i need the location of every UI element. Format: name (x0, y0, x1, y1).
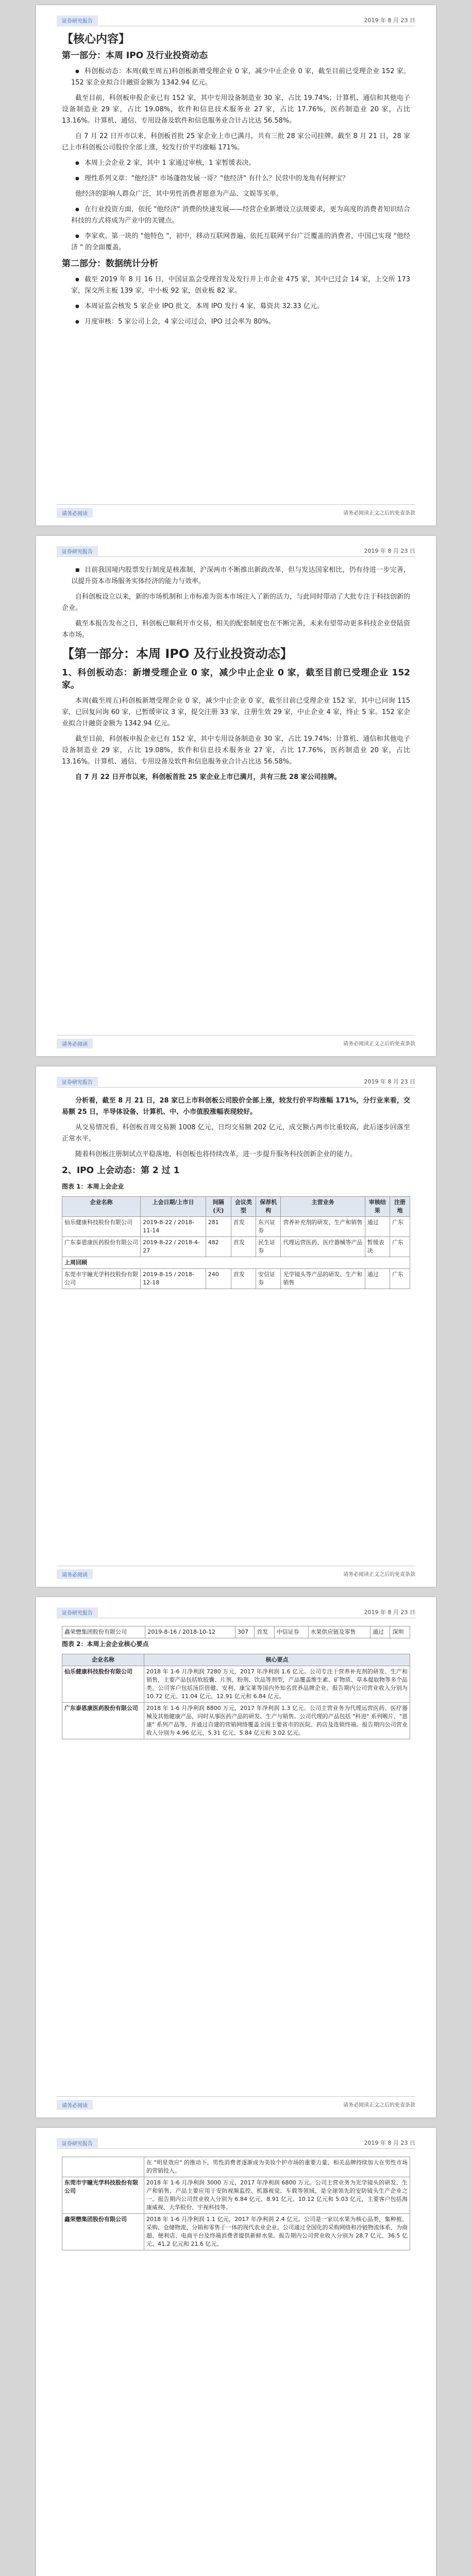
cell: 深圳 (390, 1626, 410, 1638)
cell: 通过 (365, 1269, 390, 1289)
cell: 仙乐健康科技股份有限公司 (62, 1217, 141, 1237)
cell-key-points: 在 "明星效应" 的推动下，男性消费者逐渐成为美妆个护市场的重要力量，相关品牌持续加大在男性市场的营销投入。 (144, 2157, 410, 2177)
table-row (62, 1703, 410, 1739)
col-business: 主营业务 (281, 1197, 365, 1217)
cell: 首发 (255, 1626, 274, 1638)
footer-disclaimer: 请务必阅读正文之后的免责条款 (343, 1572, 415, 1578)
footer-disclaimer: 请务必阅读正文之后的免责条款 (343, 1041, 415, 1047)
cell: 中信证券 (274, 1626, 308, 1638)
page-header (57, 1606, 415, 1618)
bullet-issuance-system: ■ 目前我国境内股票发行制度是核准制，沪深两市不断推出新政改革，但与发达国家相比，仍有待进一步完善，以提升资本市场服务实体经济的能力与效率。 (62, 565, 410, 587)
page-content (62, 1626, 410, 1739)
cell-company: 广东泰恩康医药股份有限公司 (62, 1703, 144, 1739)
page-content (62, 34, 410, 332)
table-row (62, 2157, 410, 2177)
cell: 首发 (231, 1237, 256, 1257)
cell: 307 (235, 1626, 254, 1638)
table-header-row (62, 1654, 410, 1666)
table-row (62, 1217, 410, 1237)
key-points-table-continued (62, 2157, 410, 2250)
cell: 240 (206, 1269, 231, 1289)
cell: 营养补充剂的研发、生产和销售 (281, 1217, 365, 1237)
cell: 安信证券 (256, 1269, 281, 1289)
report-page-3 (36, 1066, 436, 1587)
header-badge: 证券研究报告 (57, 15, 98, 25)
cell: 代理运营医药、医疗器械等产品 (281, 1237, 365, 1257)
header-date: 2019 年 8 月 23 日 (364, 2140, 415, 2146)
review-meeting-table-continued (62, 1626, 410, 1638)
cell: 暂缓表决 (365, 1237, 390, 1257)
table-header-row (62, 1197, 410, 1217)
page-header (57, 1076, 415, 1088)
table-row (62, 2214, 410, 2250)
cell-key-points: 2018 年 1-6 月净利润 1.1 亿元，2017 年净利润 2.4 亿元。公司是一家以水果为核心品类，集种植、采购、仓储物流、分销和零售于一体的现代农业企业。公司通过全国化的采购网络和冷链物流体系，为商超、便利店、电商平台及终端消费者提供新鲜水果。报告期内公司营业收入分别为 28.7 亿元、36.5 亿元、41.2 亿元和 21.6 亿元。 (144, 2214, 410, 2250)
page-footer (57, 1035, 415, 1047)
cell: 2019-8-22 / 2018-4-27 (141, 1237, 206, 1257)
header-badge: 证券研究报告 (57, 1077, 98, 1087)
col-date: 上会日期/上市日 (141, 1197, 206, 1217)
paragraph-listing-performance: 自 7 月 22 日开市以来，科创板首批 25 家企业上市已满月，共有三批 28 家公司挂牌。截至 8 月 21 日，28 家已上市科创板公司股价全部上涨，较发行价平均涨幅 171%。 (62, 132, 410, 151)
paragraph-supporting-rules: 截至本报告发布之日，科创板已顺利开市交易，相关的配套制度也在不断完善，未来有望带动更多科技企业登陆资本市场。 (62, 620, 411, 639)
cell: 民生证券 (256, 1237, 281, 1257)
ipo-review-subheading: 2、IPO 上会动态：第 2 过 1 (62, 1165, 180, 1176)
header-badge: 证券研究报告 (57, 1607, 98, 1617)
cell: 2019-8-15 / 2018-12-18 (141, 1269, 206, 1289)
cell-key-points: 2018 年 1-6 月净利润 7280 万元，2017 年净利润 1.6 亿元。公司专注于营养补充剂的研发、生产和销售，主要产品包括软胶囊、片剂、粉剂、饮品等剂型，产品覆盖维生素、矿物质、草本提取物等多个品类。公司客户包括汤臣倍健、安利、康宝莱等国内外知名营养品牌企业。报告期内公司营业收入分别为 10.72 亿元、11.04 亿元、12.91 亿元和 6.84 亿元。 (144, 1666, 410, 1703)
cell-company (62, 2157, 144, 2177)
cell: 广东 (390, 1237, 410, 1257)
footer-badge: 请务必阅读 (57, 1039, 93, 1048)
bullet-market-coverage: ● 李家欢、第一块的 "他特色 "，初中，移动互联网普遍、依托互联网平台广泛覆盖的消费者，中国已实现 "他经济 " 的全面覆盖。 (62, 231, 410, 253)
footer-badge: 请务必阅读 (57, 508, 93, 518)
col-type: 会议类型 (231, 1197, 256, 1217)
header-date: 2019 年 8 月 23 日 (364, 1609, 415, 1616)
key-points-table (62, 1654, 410, 1739)
cell-company: 东莞市宇瞳光学科技股份有限公司 (62, 2177, 144, 2214)
cell: 2019-8-16 / 2018-10-12 (145, 1626, 235, 1638)
section-1-heading: 第一部分：本周 IPO 及行业投资动态 (62, 50, 208, 61)
page-header (57, 545, 415, 557)
star-market-subheading: 1、科创板动态：新增受理企业 0 家，减少中止企业 0 家，截至目前已受理企业 152 家。 (62, 668, 410, 690)
core-content-title: 【核心内容】 (62, 33, 130, 46)
paragraph-acceptance-status: 本周(截至周五)科创板新增受理企业 0 家，减少中止企业 0 家，截至目前已受理企业 152 家，其中已问询 115 家，已回复问询 60 家，已暂缓审议 3 家，提交注册 33 家，注册生效 29 家，中止企业 4 家，终止 5 家。152 家企业拟合计融资金额为 1342.94 亿元。 (62, 697, 410, 727)
cell-company: 鑫荣懋集团股份有限公司 (62, 2214, 144, 2250)
page-content (62, 565, 410, 787)
report-page-5 (36, 2128, 436, 2576)
cell: 东莞市宇瞳光学科技股份有限公司 (62, 1269, 141, 1289)
bullet-star-market: ● 科创板动态：本周(截至周五)科创板新增受理企业 0 家，减少中止企业 0 家，截至目前已受理企业 152 家。152 家企业拟合计融资金额为 1342.94 亿元。 (62, 66, 410, 89)
table-section-row (62, 1257, 410, 1269)
cell: 首发 (231, 1217, 256, 1237)
cell: 广东 (390, 1217, 410, 1237)
cell: 东兴证券 (256, 1217, 281, 1237)
table-row (62, 1237, 410, 1257)
cell-key-points: 2018 年 1-6 月净利润 8800 万元，2017 年净利润 1.3 亿元。公司主营业务为代理运营医药、医疗器械及其他健康产品，同时从事医药产品的研发、生产与销售。公司代理的产品包括 "科进" 系列喉片、"恩康" 系列产品等，并通过自建的营销网络覆盖全国主要省市的医院、药店及连锁终端。报告期内公司营业收入分别为 4.96 亿元、5.31 亿元、5.84 亿元和 3.02 亿元。 (144, 1703, 410, 1739)
paragraph-star-market-vitality: 自科创板设立以来，新的市场机制和上市标准为资本市场注入了新的活力，与此同时带动了大批专注于科技创新的企业。 (62, 593, 411, 612)
paragraph-price-performance: 分析看，截至 8 月 21 日，28 家已上市科创板公司股价全部上涨，较发行价平均涨幅 171%，分行业来看，交易额 25 日，半导体设备、计算机、中、小市值股涨幅表现较好。 (62, 1097, 410, 1116)
paragraph-he-economy: 他经济的影响人群众广泛，其中男性消费者愿意为产品、文娱等买单。 (75, 190, 283, 198)
paragraph-reform-outlook: 随着科创板注册制试点平稳落地，科创板也将持续改革，进一步提升服务科技创新企业的能力。 (75, 1150, 357, 1158)
footer-disclaimer: 请务必阅读正文之后的免责条款 (343, 2103, 415, 2108)
cell: 鑫荣懋集团股份有限公司 (62, 1626, 145, 1638)
cell: 281 (206, 1217, 231, 1237)
bullet-ipo-approvals: ● 本周证监会核发 5 家企业 IPO 批文，本周 IPO 发行 4 家，募资共 32.33 亿元。 (62, 301, 410, 312)
page-footer (57, 504, 415, 516)
report-page-4 (36, 1597, 436, 2117)
cell: 水果供应链及零售 (308, 1626, 370, 1638)
footer-badge: 请务必阅读 (57, 1569, 93, 1579)
col-result: 审核结果 (365, 1197, 390, 1217)
bullet-industry-investment: ● 在行业投资方面，依托 "他经济" 消费的快速发展——经营企业新增设立法规要求，更为高度的消费者知识结合科技的方式将成为产业中的关键点。 (62, 204, 410, 227)
cell: 光学镜头等产品的研发、生产和销售 (281, 1269, 365, 1289)
cell: 2019-8-22 / 2018-11-14 (141, 1217, 206, 1237)
col-key-points: 核心要点 (144, 1654, 410, 1666)
report-page-1 (36, 5, 436, 526)
cell: 首发 (231, 1269, 256, 1289)
col-company: 企业名称 (62, 1654, 144, 1666)
section-2-heading: 第二部分：数据统计分析 (62, 259, 158, 269)
cell: 482 (206, 1237, 231, 1257)
page-content (62, 1095, 410, 1289)
cell-company: 仙乐健康科技股份有限公司 (62, 1666, 144, 1703)
table-2-title: 图表 2：本周上会企业核心要点 (62, 1640, 149, 1648)
page-header (57, 14, 415, 26)
col-interval: 间隔(天) (206, 1197, 231, 1217)
footer-badge: 请务必阅读 (57, 2100, 93, 2110)
header-date: 2019 年 8 月 23 日 (364, 548, 415, 554)
table-1-title: 图表 1：本周上会企业 (62, 1183, 124, 1190)
header-badge: 证券研究报告 (57, 546, 98, 556)
col-sponsor: 保荐机构 (256, 1197, 281, 1217)
page-header (57, 2137, 415, 2149)
bullet-review-meeting: ● 本周上会企业 2 家，其中 1 家通过审核，1 家暂缓表决。 (62, 158, 410, 169)
bullet-monthly-review: ● 月度审核：5 家公司上会，4 家公司过会，IPO 过会率为 80%。 (62, 316, 410, 328)
paragraph-trading-volume: 从交易情况看，科创板首周交易额 1008 亿元，日均交易额 202 亿元，成交额占两市比重较高，此后逐步回落至正常水平。 (62, 1124, 410, 1143)
table-row (62, 1269, 410, 1289)
cell: 通过 (370, 1626, 390, 1638)
part-1-heading: 【第一部分：本周 IPO 及行业投资动态】 (62, 647, 293, 661)
col-company: 企业名称 (62, 1197, 141, 1217)
cell: 通过 (365, 1217, 390, 1237)
col-region: 注册地 (390, 1197, 410, 1217)
page-content (62, 2157, 410, 2250)
table-row (62, 1666, 410, 1703)
cell-key-points: 2018 年 1-6 月净利润 3000 万元，2017 年净利润 6800 万元。公司主营业务为光学镜头的研发、生产和销售，产品主要应用于安防视频监控、机器视觉、车载等领域，是全球领先的安防镜头生产企业之一。报告期内公司营业收入分别为 6.84 亿元、8.91 亿元、10.12 亿元和 5.03 亿元，主要客户包括海康威视、大华股份、宇视科技等。 (144, 2177, 410, 2214)
last-week-label: 上周回顾 (62, 1257, 410, 1269)
report-page-2 (36, 536, 436, 1056)
bullet-csrc-accepted: ● 截至 2019 年 8 月 16 日，中国证监会受理首发及发行并上市企业 475 家，其中已过会 14 家，上交所 173 家，深交所主板 139 家，中小板 92 家，创业板 82 家。 (62, 274, 410, 297)
review-meeting-table (62, 1196, 410, 1289)
paragraph-first-month: 自 7 月 22 日开市以来，科创板首批 25 家企业上市已满月，共有三批 28 家公司挂牌。 (75, 773, 341, 781)
header-date: 2019 年 8 月 23 日 (364, 17, 415, 24)
table-row (62, 2177, 410, 2214)
footer-disclaimer: 请务必阅读正文之后的免责条款 (343, 511, 415, 516)
table-row (62, 1626, 410, 1638)
page-footer (57, 1566, 415, 1578)
page-footer (57, 2096, 415, 2108)
paragraph-industry-distribution: 截至目前，科创板申报企业已有 152 家，其中专用设备制造业 30 家，占比 19.74%；计算机、通信和其他电子设备制造业 29 家，占比 19.08%，软件和信息技术服务业 27 家，占比 17.76%，医药制造业 20 家，占比 13.16%。计算机、通信、专用设备及软件和信息服务业合计占比达 56.58%。 (62, 94, 410, 125)
paragraph-industry-breakdown: 截至目前，科创板申报企业已有 152 家，其中专用设备制造业 30 家，占比 19.74%；计算机、通信和其他电子设备制造业 29 家，占比 19.08%，软件和信息技术服务业 27 家，占比 17.76%，医药制造业 20 家，占比 13.16%。计算机、通信、专用设备及软件和信息服务业合计占比达 56.58%。 (62, 735, 410, 766)
header-badge: 证券研究报告 (57, 2138, 98, 2148)
bullet-series-article: ● 理性系列文章："他经济" 市场蓬勃发展一哥？"他经济" 有什么？民营中的龙角有何押宝？ (62, 173, 410, 184)
cell: 广东泰恩康医药股份有限公司 (62, 1237, 141, 1257)
header-date: 2019 年 8 月 23 日 (364, 1078, 415, 1085)
cell: 广东 (390, 1269, 410, 1289)
